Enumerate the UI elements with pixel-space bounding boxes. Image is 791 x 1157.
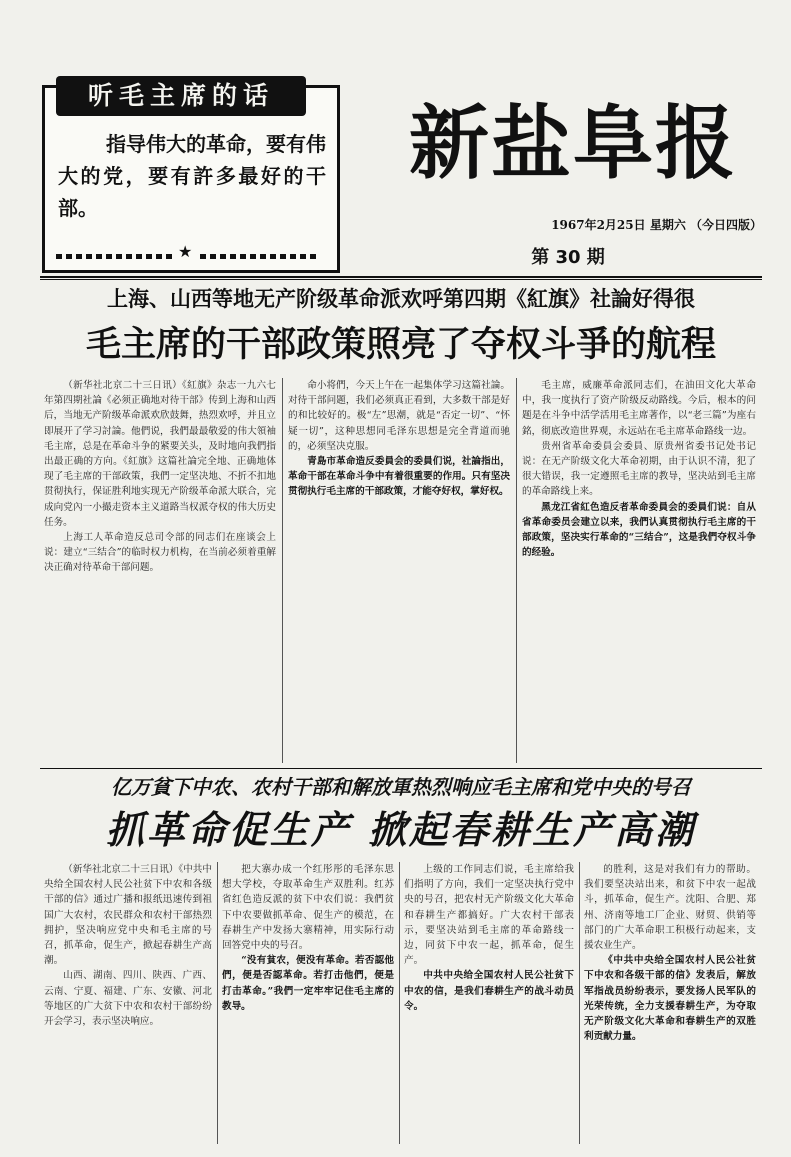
paragraph: （新华社北京二十三日讯）《中共中央给全国农村人民公社贫下中农和各级干部的信》通过广播和报纸迅速传到祖国广大农村，农民群众和农村干部热烈拥护，坚决响应党中央和毛主席的号召，抓革命，促生产，掀起春耕生产高潮。	[44, 864, 212, 967]
paragraph: 黑龙江省紅色造反者革命委員会的委員们说：自从省革命委员会建立以来，我們认真贯彻执行毛主席的干部政策，坚决实行革命的“三结合”，这是我們夺权斗争的经验。	[522, 501, 756, 559]
quote-text: 指导伟大的革命，要有伟大的党，要有許多最好的干部。	[58, 132, 326, 220]
quote-header: 听毛主席的话	[56, 76, 306, 116]
article2-column-4	[584, 862, 756, 1147]
divider	[40, 276, 762, 278]
paragraph: 上级的工作同志们说，毛主席给我们指明了方向，我们一定坚决执行党中央的号召，把农村无产阶级文化大革命和春耕生产都搞好。广大农村干部表示，要坚决站到毛主席的革命路线一边，同贫下中农一起，抓革命，促生产。	[404, 864, 574, 967]
column-divider	[399, 862, 400, 1144]
article2-column-3	[404, 862, 574, 1147]
paragraph: （新华社北京二十三日讯）《紅旗》杂志一九六七年第四期社論《必须正确地对待干部》传到上海和山西后，当地无产阶级革命派欢欣鼓舞，热烈欢呼，并且立即展开了学习討論。他們说，我們最最敬爱的伟大領袖毛主席，总是在革命斗争的紧要关头，及时地向我們指出最正确的方向。《紅旗》这篇社論完全地、正确地体现了毛主席的干部政策，我們一定坚决地、不折不扣地贯彻执行，保证胜利地实现无产阶级革命派大联合，完成向党內一小撮走资本主义道路当权派夺权的伟大历史任务。	[44, 380, 276, 528]
paragraph: 贵州省革命委員会委員、原贵州省委书记处书记说：在无产阶级文化大革命初期，由于认识不清，犯了很大错误，我一定遵照毛主席的教导，坚决站到毛主席的革命路线上来。	[522, 440, 756, 498]
ornament-left	[56, 254, 176, 259]
issue-number: 第 30 期	[531, 247, 605, 268]
paragraph: 山西、湖南、四川、陕西、广西、云南、宁夏、福建、广东、安徽、河北等地区的广大贫下中农和农村干部纷纷开会学习，表示坚决响应。	[44, 970, 212, 1028]
divider	[40, 279, 762, 280]
paragraph: 命小将們，今天上午在一起集体学习这篇社論。对待干部问题，我们必须真正看到，大多数干部是好的和比较好的。极“左”思潮，就是“否定一切”、“怀疑一切”，这种思想同毛泽东思想是完全背道而驰的，必须坚决克服。	[288, 380, 510, 452]
newspaper-title: 新盐阜报	[409, 97, 737, 190]
column-divider	[579, 862, 580, 1144]
paragraph: “没有貧农，便没有革命。若否認他們，便是否認革命。若打击他們，便是打击革命。”我們一定牢牢记住毛主席的教导。	[222, 955, 394, 1012]
paragraph: 青島市革命造反委員会的委員们说，社論指出，革命干部在革命斗争中有着很重要的作用。只有坚决贯彻执行毛主席的干部政策，才能夺好权，掌好权。	[288, 456, 510, 498]
paragraph: 中共中央给全国农村人民公社贫下中农的信，是我们春耕生产的战斗动员令。	[404, 970, 574, 1012]
article2-column-1	[44, 862, 212, 1147]
paragraph: 把大寨办成一个红彤彤的毛泽东思想大学校，夺取革命生产双胜利。红苏省红色造反派的贫下中农们说：我們贫下中农要做抓革命、促生产的模范，在春耕生产中发扬大寨精神，用实际行动回答党中央的号召。	[222, 864, 394, 952]
article2-column-2	[222, 862, 394, 1147]
paragraph: 的胜利，这是对我们有力的帮助。我们要坚决站出来，和贫下中农一起战斗，抓革命，促生产。沈阳、合肥、郑州、济南等地工厂企业、财贸、供销等部门的广大革命职工积极行动起来，支援农业生产。	[584, 864, 756, 952]
column-divider	[217, 862, 218, 1144]
paragraph: 上海工人革命造反总司令部的同志们在座谈会上说：建立“三结合”的临时权力机构，在当前必须着重解决正确对待革命干部问题。	[44, 532, 276, 574]
article1-subhead: 上海、山西等地无产阶级革命派欢呼第四期《紅旗》社論好得很	[107, 286, 695, 311]
paragraph: 毛主席，威廉革命派同志们，在油田文化大革命中，我一度执行了资产阶级反动路线。今后，根本的问题是在斗争中活学活用毛主席著作，以“老三篇”为座右銘，彻底改造世界观，永远站在毛主席革命路线一边。	[522, 380, 756, 437]
column-divider	[282, 378, 283, 763]
divider	[40, 768, 762, 769]
article1-headline: 毛主席的干部政策照亮了夺权斗爭的航程	[85, 325, 716, 365]
dateline: 1967年2月25日 星期六 （今日四版）	[551, 218, 762, 232]
ornament-right	[200, 254, 320, 259]
column-divider	[516, 378, 517, 763]
star-icon: ★	[178, 242, 193, 261]
article2-subhead: 亿万貧下中农、农村干部和解放軍热烈响应毛主席和党中央的号召	[111, 775, 691, 799]
article1-column-1	[44, 378, 276, 766]
article1-column-3	[522, 378, 756, 766]
article1-column-2	[288, 378, 510, 766]
article2-headline: 抓革命促生产 掀起春耕生产高潮	[105, 808, 697, 852]
paragraph: 《中共中央给全国农村人民公社贫下中农和各级干部的信》发表后，解放军指战员纷纷表示，要发扬人民军队的光荣传统，全力支援春耕生产，为夺取无产阶级文化大革命和春耕生产的双胜利贡献力量。	[584, 955, 756, 1043]
